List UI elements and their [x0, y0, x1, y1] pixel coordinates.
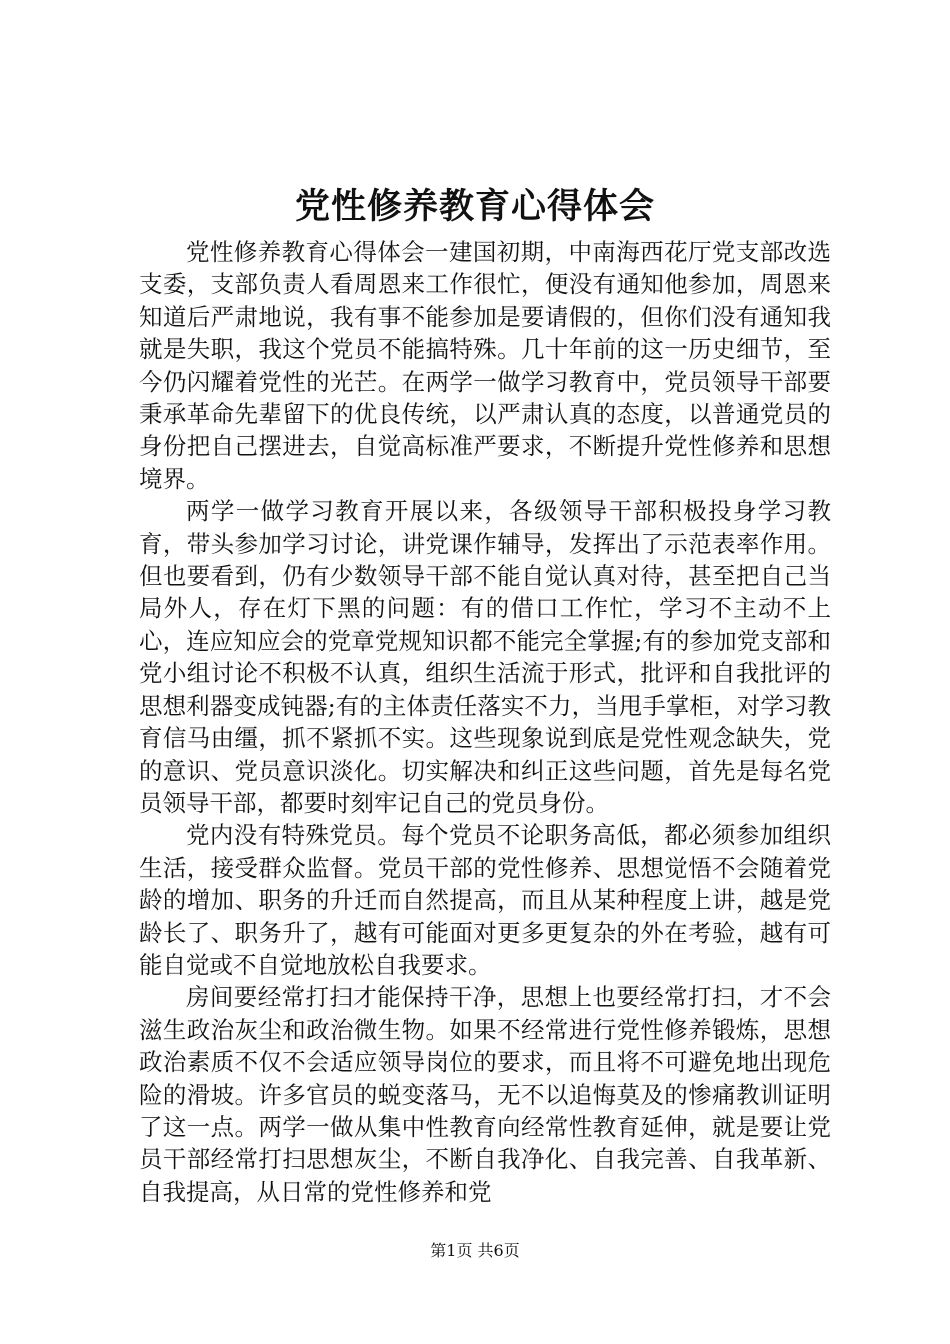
- paragraph: 党内没有特殊党员。每个党员不论职务高低，都必须参加组织生活，接受群众监督。党员干部的党性修养、思想觉悟不会随着党龄的增加、职务的升迁而自然提高，而且从某种程度上讲，越是党龄长了、职务升了，越有可能面对更多更复杂的外在考验，越有可能自觉或不自觉地放松自我要求。: [139, 821, 831, 979]
- page-footer: [0, 1240, 950, 1262]
- paragraph: 两学一做学习教育开展以来，各级领导干部积极投身学习教育，带头参加学习讨论，讲党课作辅导，发挥出了示范表率作用。但也要看到，仍有少数领导干部不能自觉认真对待，甚至把自己当局外人，存在灯下黑的问题：有的借口工作忙，学习不主动不上心，连应知应会的党章党规知识都不能完全掌握;有的参加党支部和党小组讨论不积极不认真，组织生活流于形式，批评和自我批评的思想利器变成钝器;有的主体责任落实不力，当甩手掌柜，对学习教育信马由缰，抓不紧抓不实。这些现象说到底是党性观念缺失，党的意识、党员意识淡化。切实解决和纠正这些问题，首先是每名党员领导干部，都要时刻牢记自己的党员身份。: [139, 497, 831, 817]
- document-body: [139, 236, 831, 1208]
- page-number: 第1页 共6页: [430, 1241, 520, 1260]
- document-title: 党性修养教育心得体会: [294, 187, 655, 227]
- paragraph: 党性修养教育心得体会一建国初期，中南海西花厅党支部改选支委，支部负责人看周恩来工作很忙，便没有通知他参加，周恩来知道后严肃地说，我有事不能参加是要请假的，但你们没有通知我就是失职，我这个党员不能搞特殊。几十年前的这一历史细节，至今仍闪耀着党性的光芒。在两学一做学习教育中，党员领导干部要秉承革命先辈留下的优良传统，以严肃认真的态度，以普通党员的身份把自己摆进去，自觉高标准严要求，不断提升党性修养和思想境界。: [139, 238, 831, 493]
- paragraph: 房间要经常打扫才能保持干净，思想上也要经常打扫，才不会滋生政治灰尘和政治微生物。如果不经常进行党性修养锻炼，思想政治素质不仅不会适应领导岗位的要求，而且将不可避免地出现危险的滑坡。许多官员的蜕变落马，无不以追悔莫及的惨痛教训证明了这一点。两学一做从集中性教育向经常性教育延伸，就是要让党员干部经常打扫思想灰尘，不断自我净化、自我完善、自我革新、自我提高，从日常的党性修养和党: [139, 983, 831, 1206]
